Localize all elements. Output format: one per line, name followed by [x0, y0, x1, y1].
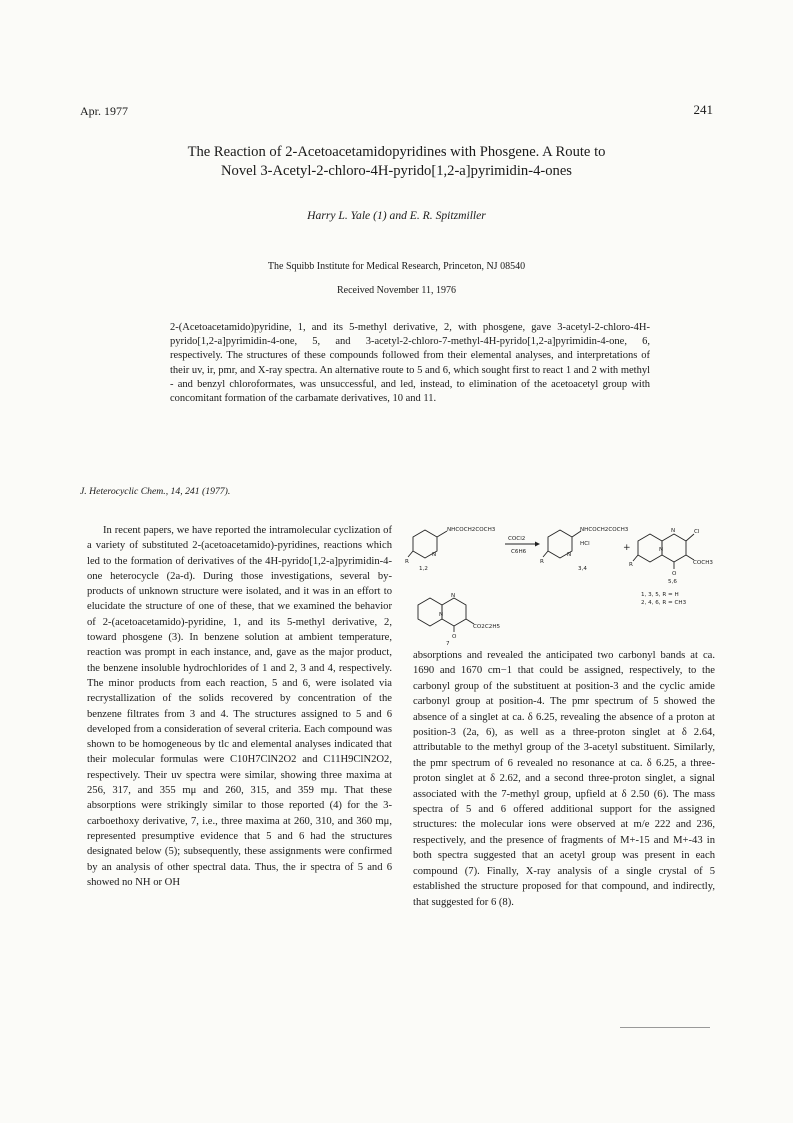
scheme-legend-2: 2, 4, 6, R = CH3 [641, 600, 687, 606]
page-number: 241 [693, 102, 713, 117]
compound-5-acetyl: COCH3 [693, 560, 713, 566]
compound-3-hcl: HCl [580, 541, 590, 547]
compound-5-chloro: Cl [694, 529, 700, 535]
compound-5-6-label: 5,6 [668, 579, 677, 585]
body-column-left: In recent papers, we have reported the intramolecular cyclization of a variety of substituted 2-(acetoacetamido)-pyridines, reactions which led to the formation of derivatives of the 4H-pyrido[1,2-a]pyrimidin-4-one heterocycle (2a-d). During those investigations, several by-products of unknown structure were isolated, and it was in an effort to elucidate the structure of one of these, that we examined the behavior of 2-(acetoacetamido)-pyridine, 1, and its 5-methyl derivative, 2, toward phosgene (3). In benzene solution at ambient temperature, reaction was prompt in each instance, and, gave as the major product, the benzene insoluble hydrochlorides of 1 and 2, 3 and 4, respectively. The minor products from each reaction, 5 and 6, were isolated via recrystallization of the solids recovered by concentration of the benzene filtrates from 3 and 4. The structures assigned to 5 and 6 developed from a consideration of several criteria. Each compound was shown to be homogeneous by tlc and elemental analyses indicated that their molecular formulas were C10H7ClN2O2 and C11H9ClN2O2, respectively. Their uv spectra were similar, showing three maxima at 256, 317, and 355 mμ and 260, 315, and 359 mμ. That these absorptions were strikingly similar to those reported (4) for the 3-carboethoxy derivative, 7, i.e., three maxima at 260, 310, and 360 mμ, represented presumptive evidence that 5 and 6 had the structures designated below (5); subsequently, these assignments were confirmed by an analysis of other spectral data. Thus, the ir spectra of 5 and 6 showed no NH or OH [87, 525, 392, 888]
compound-3-ring-n: N [567, 552, 572, 558]
reagent-phosgene: COCl2 [508, 536, 526, 542]
received-date: Received November 11, 1976 [336, 285, 457, 296]
title-line-2: Novel 3-Acetyl-2-chloro-4H-pyrido[1,2-a]pyrimidin-4-ones [221, 163, 572, 179]
compound-5-ring-n-bridge: N [659, 547, 664, 553]
compound-3-substituent: NHCOCH2COCH3 [580, 527, 629, 533]
compound-1-substituent: NHCOCH2COCH3 [447, 527, 496, 533]
compound-7-ester: CO2C2H5 [473, 624, 501, 630]
compound-7-ring-n-bridge: N [439, 612, 444, 618]
compound-7-label: 7 [446, 641, 450, 645]
compound-7-structure [410, 590, 520, 645]
compound-5-oxo: O [672, 571, 677, 577]
compound-3-r: R [540, 559, 544, 565]
affiliation: The Squibb Institute for Medical Research, Princeton, NJ 08540 [267, 261, 526, 272]
compound-1-ring-n: N [432, 552, 437, 558]
abstract: 2-(Acetoacetamido)pyridine, 1, and its 5-methyl derivative, 2, with phosgene, gave 3-acetyl-2-chloro-4H-pyrido[1,2-a]pyrimidin-4-one, 5, and 3-acetyl-2-chloro-7-methyl-4H-pyrido[1,2-a]pyrimidin-4-one, 6, respectively. The structures of these compounds followed from their elemental analyses, and interpretations of their uv, ir, pmr, and X-ray spectra. An alternative route to 5 and 6, which sought first to react 1 and 2 with methyl - and benzyl chloroformates, was unsuccessful, and led, instead, to elimination of the acetoacetyl group with concomitant formation of the carbamate derivatives, 10 and 11. [170, 322, 650, 405]
journal-date: Apr. 1977 [80, 104, 128, 118]
authors: Harry L. Yale (1) and E. R. Spitzmiller [307, 209, 486, 222]
compound-3-4-structure [540, 527, 629, 572]
end-rule [620, 1027, 710, 1028]
body-column-right: absorptions and revealed the anticipated two carbonyl bands at ca. 1690 and 1670 cm−1 that could be assigned, respectively, to the carbonyl group of the substituent at position-3 and the cyclic amide carbonyl group at position-4. The pmr spectrum of 5 showed the absence of a singlet at ca. δ 6.25, revealing the absence of a proton at position-3 (2a, 6), as well as a three-proton singlet at δ 2.64, attributable to the methyl group of the 3-acetyl substituent. Similarly, the pmr spectrum of 6 revealed no resonance at ca. δ 6.25, a three-proton singlet at δ 2.62, and a second three-proton singlet, a signal associated with the 7-methyl group, upfield at δ 2.50 (6). The mass spectra of 5 and 6 offered additional support for the assigned structures: the molecular ions were observed at m/e 222 and 236, respectively, and the presence of fragments of M+-15 and M+-43 in both spectra suggested that an acetyl group was present in each compound (7). Finally, X-ray analysis of a single crystal of 5 established the structure proposed for that compound, and indirectly, that suggested for 6 (8). [413, 650, 715, 908]
compound-1-2-structure [405, 527, 496, 572]
compound-7-ring-n-top: N [451, 593, 456, 599]
journal-citation: J. Heterocyclic Chem., 14, 241 (1977). [80, 486, 231, 497]
compound-1-r: R [405, 559, 409, 565]
compound-5-ring-n-top: N [671, 528, 676, 534]
compound-5-r: R [629, 562, 633, 568]
compound-7-oxo: O [452, 634, 457, 640]
compound-5-6-structure [629, 528, 713, 585]
reaction-arrow [505, 536, 540, 555]
title-line-1: The Reaction of 2-Acetoacetamidopyridines with Phosgene. A Route to [187, 144, 606, 160]
article-title [100, 143, 693, 181]
reagent-benzene: C6H6 [511, 549, 527, 555]
plus-sign: + [623, 543, 631, 553]
scheme-legend-1: 1, 3, 5, R = H [641, 592, 679, 598]
compound-1-2-label: 1,2 [419, 566, 428, 572]
compound-3-4-label: 3,4 [578, 566, 587, 572]
